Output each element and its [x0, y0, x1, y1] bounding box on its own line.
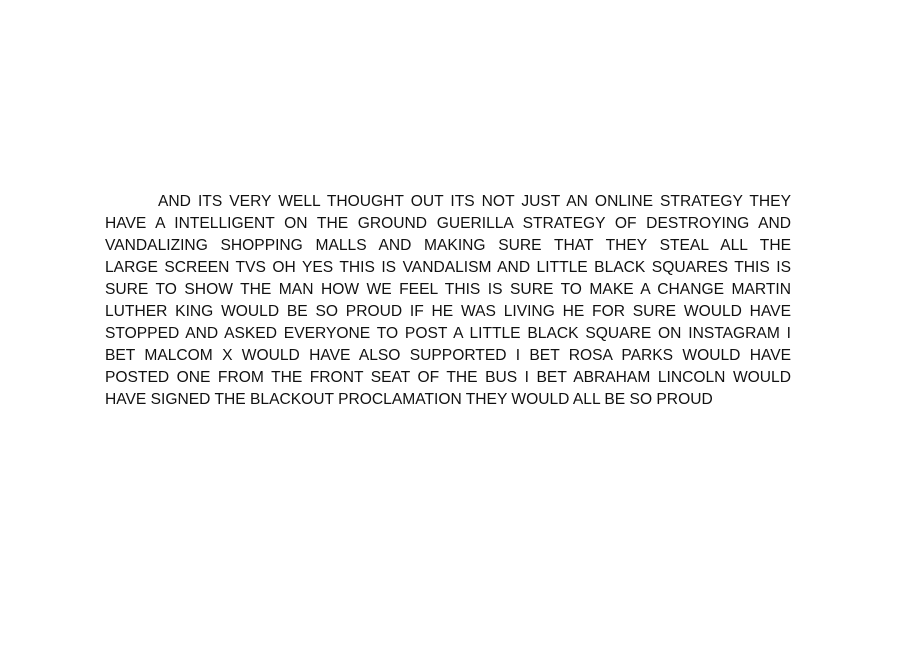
paragraph-line: POSTED ONE FROM THE FRONT SEAT OF THE BUS I BET ABRAHAM LINCOLN WOULD [105, 369, 791, 386]
paragraph-line: HAVE A INTELLIGENT ON THE GROUND GUERILLA STRATEGY OF DESTROYING AND [105, 215, 791, 232]
paragraph-line: SURE TO SHOW THE MAN HOW WE FEEL THIS IS SURE TO MAKE A CHANGE MARTIN [105, 281, 791, 298]
body-paragraph [105, 191, 791, 411]
paragraph-line: BET MALCOM X WOULD HAVE ALSO SUPPORTED I BET ROSA PARKS WOULD HAVE [105, 347, 791, 364]
paragraph-line: LUTHER KING WOULD BE SO PROUD IF HE WAS LIVING HE FOR SURE WOULD HAVE [105, 303, 791, 320]
paragraph-line: HAVE SIGNED THE BLACKOUT PROCLAMATION THEY WOULD ALL BE SO PROUD [105, 391, 713, 408]
paragraph-line: STOPPED AND ASKED EVERYONE TO POST A LITTLE BLACK SQUARE ON INSTAGRAM I [105, 325, 791, 342]
paragraph-line: AND ITS VERY WELL THOUGHT OUT ITS NOT JUST AN ONLINE STRATEGY THEY [158, 193, 791, 210]
paragraph-line: LARGE SCREEN TVS OH YES THIS IS VANDALISM AND LITTLE BLACK SQUARES THIS IS [105, 259, 791, 276]
paragraph-line: VANDALIZING SHOPPING MALLS AND MAKING SURE THAT THEY STEAL ALL THE [105, 237, 791, 254]
